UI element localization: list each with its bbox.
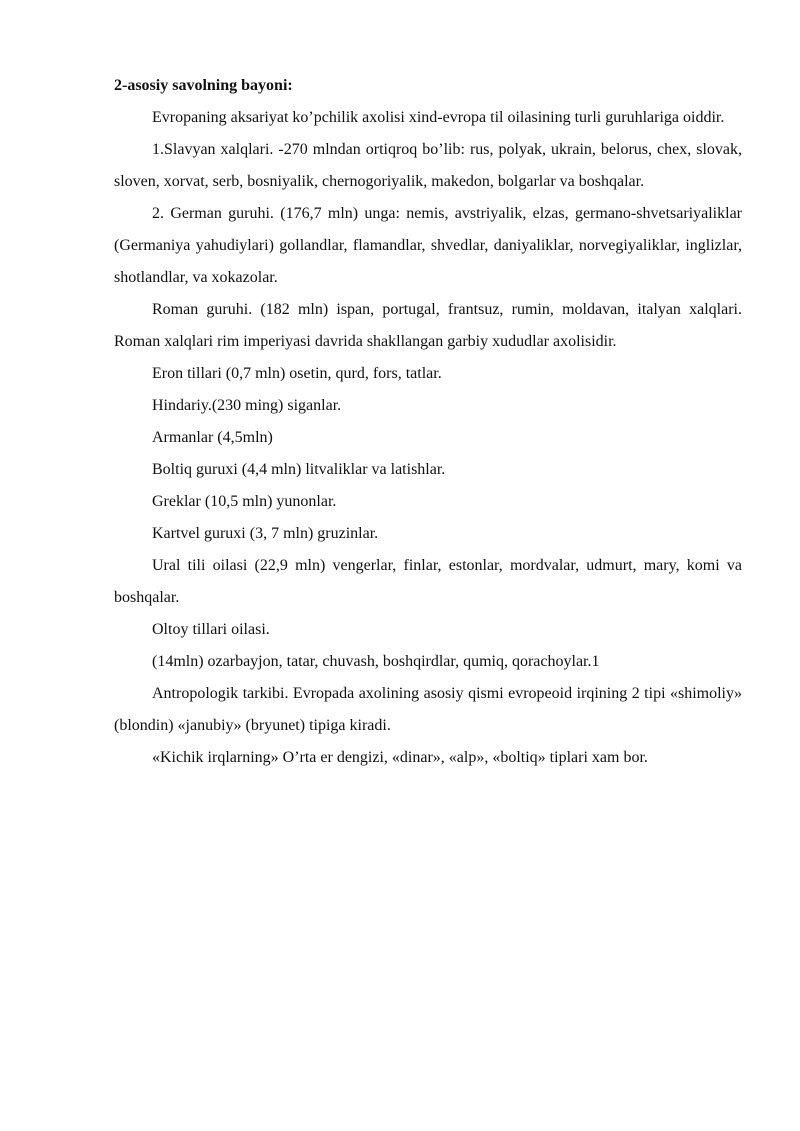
paragraph-baltic: Boltiq guruxi (4,4 mln) litvaliklar va latishlar. [152, 461, 446, 478]
document-page [114, 70, 742, 774]
paragraph-kartvel: Kartvel guruxi (3, 7 mln) gruzinlar. [152, 525, 379, 542]
paragraph-small-races: «Kichik irqlarning» O’rta er dengizi, «dinar», «alp», «boltiq» tiplari xam bor. [152, 749, 648, 766]
paragraph-iranian: Eron tillari (0,7 mln) osetin, qurd, fors, tatlar. [152, 365, 442, 382]
paragraph-indian: Hindariy.(230 ming) siganlar. [152, 397, 342, 414]
paragraph-armenian: Armanlar (4,5mln) [152, 429, 273, 446]
paragraph-greek: Greklar (10,5 mln) yunonlar. [152, 493, 337, 510]
paragraph-german: 2. German guruhi. (176,7 mln) unga: nemis, avstriyalik, elzas, germano-shvetsariyaliklar (Germaniya yahudiylari) gollandlar, flamandlar, shvedlar, daniyaliklar, norvegiyaliklar, inglizlar, shotlandlar, va xokazolar. [114, 205, 742, 286]
paragraph-anthropology: Antropologik tarkibi. Evropada axolining asosiy qismi evropeoid irqining 2 tipi «shimoliy» (blondin) «janubiy» (bryunet) tipiga kiradi. [114, 685, 742, 734]
section-heading: 2-asosiy savolning bayoni: [114, 77, 293, 94]
paragraph-altaic: Oltoy tillari oilasi. [152, 621, 270, 638]
paragraph-roman: Roman guruhi. (182 mln) ispan, portugal, frantsuz, rumin, moldavan, italyan xalqlari. Roman xalqlari rim imperiyasi davrida shakllangan garbiy xududlar axolisidir. [114, 301, 742, 350]
paragraph-intro: Evropaning aksariyat ko’pchilik axolisi xind-evropa til oilasining turli guruhlariga oiddir. [152, 109, 725, 126]
paragraph-slavic: 1.Slavyan xalqlari. -270 mlndan ortiqroq bo’lib: rus, polyak, ukrain, belorus, chex, slovak, sloven, xorvat, serb, bosniyalik, chernogoriyalik, makedon, bolgarlar va boshqalar. [114, 141, 742, 190]
paragraph-ural: Ural tili oilasi (22,9 mln) vengerlar, finlar, estonlar, mordvalar, udmurt, mary, komi va boshqalar. [114, 557, 742, 606]
paragraph-turkic: (14mln) ozarbayjon, tatar, chuvash, boshqirdlar, qumiq, qorachoylar.1 [152, 653, 600, 670]
